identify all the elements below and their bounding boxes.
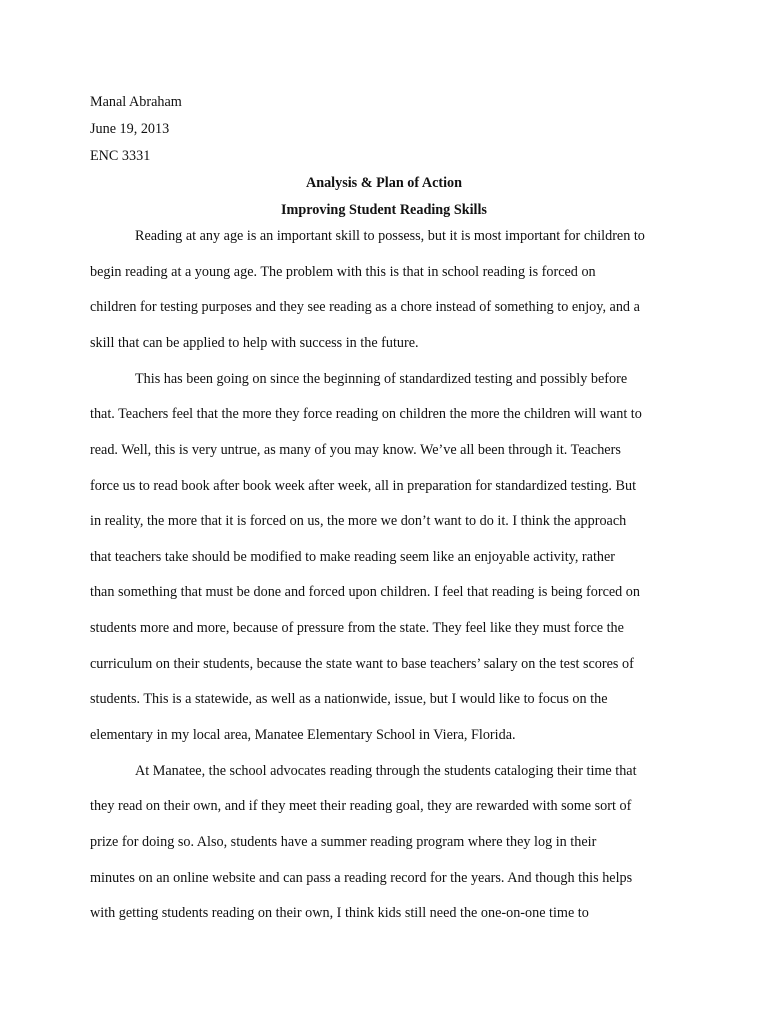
course-code: ENC 3331 (90, 148, 151, 164)
paragraph-1-line-2: begin reading at a young age. The problem with this is that in school reading is forced on (90, 264, 596, 280)
paragraph-2-line-9: curriculum on their students, because the state want to base teachers’ salary on the test scores of (90, 656, 634, 672)
document-subtitle: Improving Student Reading Skills (281, 202, 487, 218)
paragraph-3-line-5: with getting students reading on their own, I think kids still need the one-on-one time to (90, 905, 589, 921)
paragraph-3-line-3: prize for doing so. Also, students have a summer reading program where they log in their (90, 834, 597, 850)
paragraph-2-line-6: that teachers take should be modified to make reading seem like an enjoyable activity, rather (90, 549, 615, 565)
document-date: June 19, 2013 (90, 121, 170, 137)
paragraph-2-line-8: students more and more, because of pressure from the state. They feel like they must force the (90, 620, 624, 636)
paragraph-1-line-4: skill that can be applied to help with success in the future. (90, 335, 419, 351)
paragraph-2-line-1: This has been going on since the beginning of standardized testing and possibly before (135, 371, 628, 387)
paragraph-2-line-5: in reality, the more that it is forced on us, the more we don’t want to do it. I think the approach (90, 513, 627, 529)
paragraph-3-line-4: minutes on an online website and can pass a reading record for the years. And though this helps (90, 870, 633, 886)
paragraph-1-line-3: children for testing purposes and they see reading as a chore instead of something to enjoy, and a (90, 299, 640, 315)
paragraph-2-line-10: students. This is a statewide, as well as a nationwide, issue, but I would like to focus on the (90, 691, 608, 707)
paragraph-3-line-2: they read on their own, and if they meet their reading goal, they are rewarded with some sort of (90, 798, 632, 814)
paragraph-3-line-1: At Manatee, the school advocates reading through the students cataloging their time that (135, 763, 637, 779)
paragraph-1-line-1: Reading at any age is an important skill to possess, but it is most important for children to (135, 228, 645, 244)
author-name: Manal Abraham (90, 94, 182, 110)
paragraph-2-line-11: elementary in my local area, Manatee Elementary School in Viera, Florida. (90, 727, 516, 743)
document-title: Analysis & Plan of Action (305, 175, 463, 191)
paragraph-2-line-3: read. Well, this is very untrue, as many of you may know. We’ve all been through it. Teachers (90, 442, 621, 458)
paragraph-2-line-2: that. Teachers feel that the more they force reading on children the more the children will want to (90, 406, 642, 422)
paragraph-2-line-7: than something that must be done and forced upon children. I feel that reading is being forced on (90, 584, 640, 600)
paragraph-2-line-4: force us to read book after book week after week, all in preparation for standardized testing. But (90, 478, 637, 494)
